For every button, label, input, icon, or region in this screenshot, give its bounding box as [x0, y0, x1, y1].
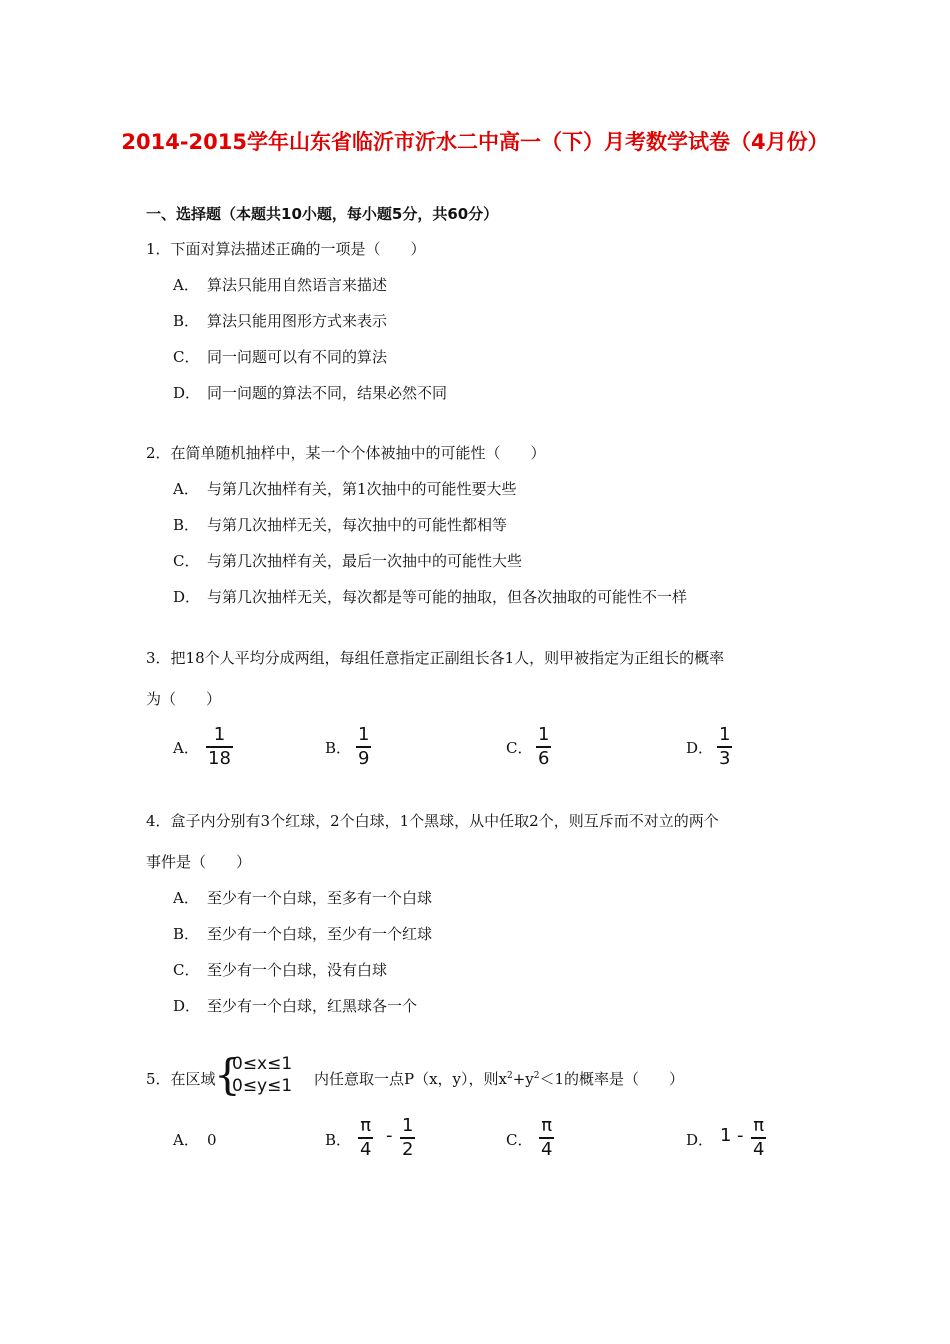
- q3-option-a-letter: A．: [173, 739, 199, 757]
- q2-option-b: [173, 514, 507, 535]
- q3-option-b-letter: B．: [325, 739, 352, 757]
- q1-option-d: [173, 382, 447, 403]
- one-digit: 1: [720, 1125, 732, 1146]
- numerator: π: [753, 1115, 765, 1136]
- numerator: 1: [402, 1115, 414, 1136]
- q3-option-b-fraction: [356, 725, 371, 769]
- option-text: 同一问题可以有不同的算法: [207, 348, 388, 366]
- option-letter: B．: [173, 312, 200, 330]
- q1-option-b: [173, 310, 387, 331]
- numerator: 1: [358, 724, 370, 745]
- option-text: 与第几次抽样无关，每次都是等可能的抽取，但各次抽取的可能性不一样: [207, 588, 688, 606]
- option-letter: C．: [173, 961, 200, 979]
- option-text: 0: [207, 1131, 217, 1149]
- minus-sign: -: [386, 1125, 393, 1146]
- inequality-system: [232, 1053, 292, 1097]
- option-letter: C．: [173, 348, 200, 366]
- inequality-y: 0≤y≤1: [232, 1076, 293, 1096]
- question-3-stem-line2: 为（ ）: [146, 690, 222, 708]
- q3-option-d-fraction: [717, 725, 732, 769]
- q5-option-b-fraction-1: [358, 1116, 373, 1160]
- option-letter: A．: [173, 889, 199, 907]
- option-text: 同一问题的算法不同，结果必然不同: [207, 384, 448, 402]
- q5-option-c-letter: C．: [506, 1131, 533, 1149]
- denominator: 2: [402, 1138, 414, 1160]
- option-letter: C．: [173, 552, 200, 570]
- denominator: 9: [358, 747, 370, 769]
- section-heading: 一、选择题（本题共10小题，每小题5分，共60分）: [146, 205, 499, 223]
- option-text: 至少有一个白球，红黑球各一个: [207, 997, 418, 1015]
- q3-option-a-fraction: [206, 725, 233, 769]
- exponent: 2: [533, 1071, 540, 1081]
- stem-mid: 内任意取一点P（x，y），则x: [314, 1070, 507, 1088]
- minus-sign: -: [737, 1125, 744, 1146]
- question-5-stem-prefix: 5．在区域: [146, 1070, 216, 1088]
- question-4-stem-line1: 4．盒子内分别有3个红球，2个白球，1个黑球，从中任取2个，则互斥而不对立的两个: [146, 812, 719, 830]
- q5-option-b-letter: B．: [325, 1131, 352, 1149]
- option-letter: A．: [173, 1131, 199, 1149]
- q5-option-d-letter: D．: [686, 1131, 714, 1149]
- numerator: π: [541, 1115, 553, 1136]
- option-letter: A．: [173, 480, 199, 498]
- option-text: 算法只能用自然语言来描述: [207, 276, 388, 294]
- option-letter: B．: [173, 925, 200, 943]
- page-title: 2014-2015学年山东省临沂市沂水二中高一（下）月考数学试卷（4月份）: [121, 130, 829, 154]
- stem-end: ＜1的概率是（ ）: [539, 1070, 685, 1088]
- denominator: 4: [541, 1138, 553, 1160]
- denominator: 4: [360, 1138, 372, 1160]
- numerator: π: [360, 1115, 372, 1136]
- q1-option-a: [173, 274, 387, 295]
- q1-option-c: [173, 346, 387, 367]
- q3-option-c-fraction: [536, 725, 551, 769]
- option-text: 至少有一个白球，至少有一个红球: [207, 925, 433, 943]
- q5-option-d-fraction: [751, 1116, 766, 1160]
- q4-option-b: [173, 923, 432, 944]
- option-letter: D．: [173, 588, 201, 606]
- q2-option-a: [173, 478, 517, 499]
- q3-option-d-letter: D．: [686, 739, 714, 757]
- option-letter: D．: [173, 997, 201, 1015]
- option-text: 与第几次抽样有关，最后一次抽中的可能性大些: [207, 552, 523, 570]
- stem-plus: +y: [512, 1070, 534, 1088]
- denominator: 3: [719, 747, 731, 769]
- inequality-x: 0≤x≤1: [232, 1054, 293, 1074]
- question-4-stem-line2: 事件是（ ）: [146, 853, 252, 871]
- q5-option-c-fraction: [539, 1116, 554, 1160]
- question-3-stem-line1: 3．把18个人平均分成两组，每组任意指定正副组长各1人，则甲被指定为正组长的概率: [146, 649, 725, 667]
- numerator: 1: [719, 724, 731, 745]
- question-1-stem: 1．下面对算法描述正确的一项是（ ）: [146, 240, 426, 258]
- option-letter: D．: [173, 384, 201, 402]
- q5-option-b-fraction-2: [400, 1116, 415, 1160]
- option-letter: B．: [173, 516, 200, 534]
- numerator: 1: [213, 724, 226, 745]
- option-text: 至少有一个白球，至多有一个白球: [207, 889, 433, 907]
- exponent: 2: [507, 1071, 513, 1081]
- question-2-stem: 2．在简单随机抽样中，某一个个体被抽中的可能性（ ）: [146, 444, 546, 462]
- brace-symbol: {: [214, 1050, 241, 1099]
- numerator: 1: [538, 724, 550, 745]
- q2-option-c: [173, 550, 522, 571]
- q4-option-a: [173, 887, 432, 908]
- option-text: 与第几次抽样有关，第1次抽中的可能性要大些: [207, 480, 517, 498]
- question-5-stem-rest: [314, 1068, 684, 1089]
- q4-option-d: [173, 995, 417, 1016]
- q3-option-c-letter: C．: [506, 739, 533, 757]
- q5-option-a: [173, 1129, 217, 1150]
- option-text: 与第几次抽样无关，每次抽中的可能性都相等: [207, 516, 508, 534]
- denominator: 6: [538, 747, 550, 769]
- q4-option-c: [173, 959, 387, 980]
- denominator: 4: [753, 1138, 765, 1160]
- option-text: 至少有一个白球，没有白球: [207, 961, 388, 979]
- option-text: 算法只能用图形方式来表示: [207, 312, 388, 330]
- q2-option-d: [173, 586, 687, 607]
- denominator: 18: [208, 747, 231, 769]
- option-letter: A．: [173, 276, 199, 294]
